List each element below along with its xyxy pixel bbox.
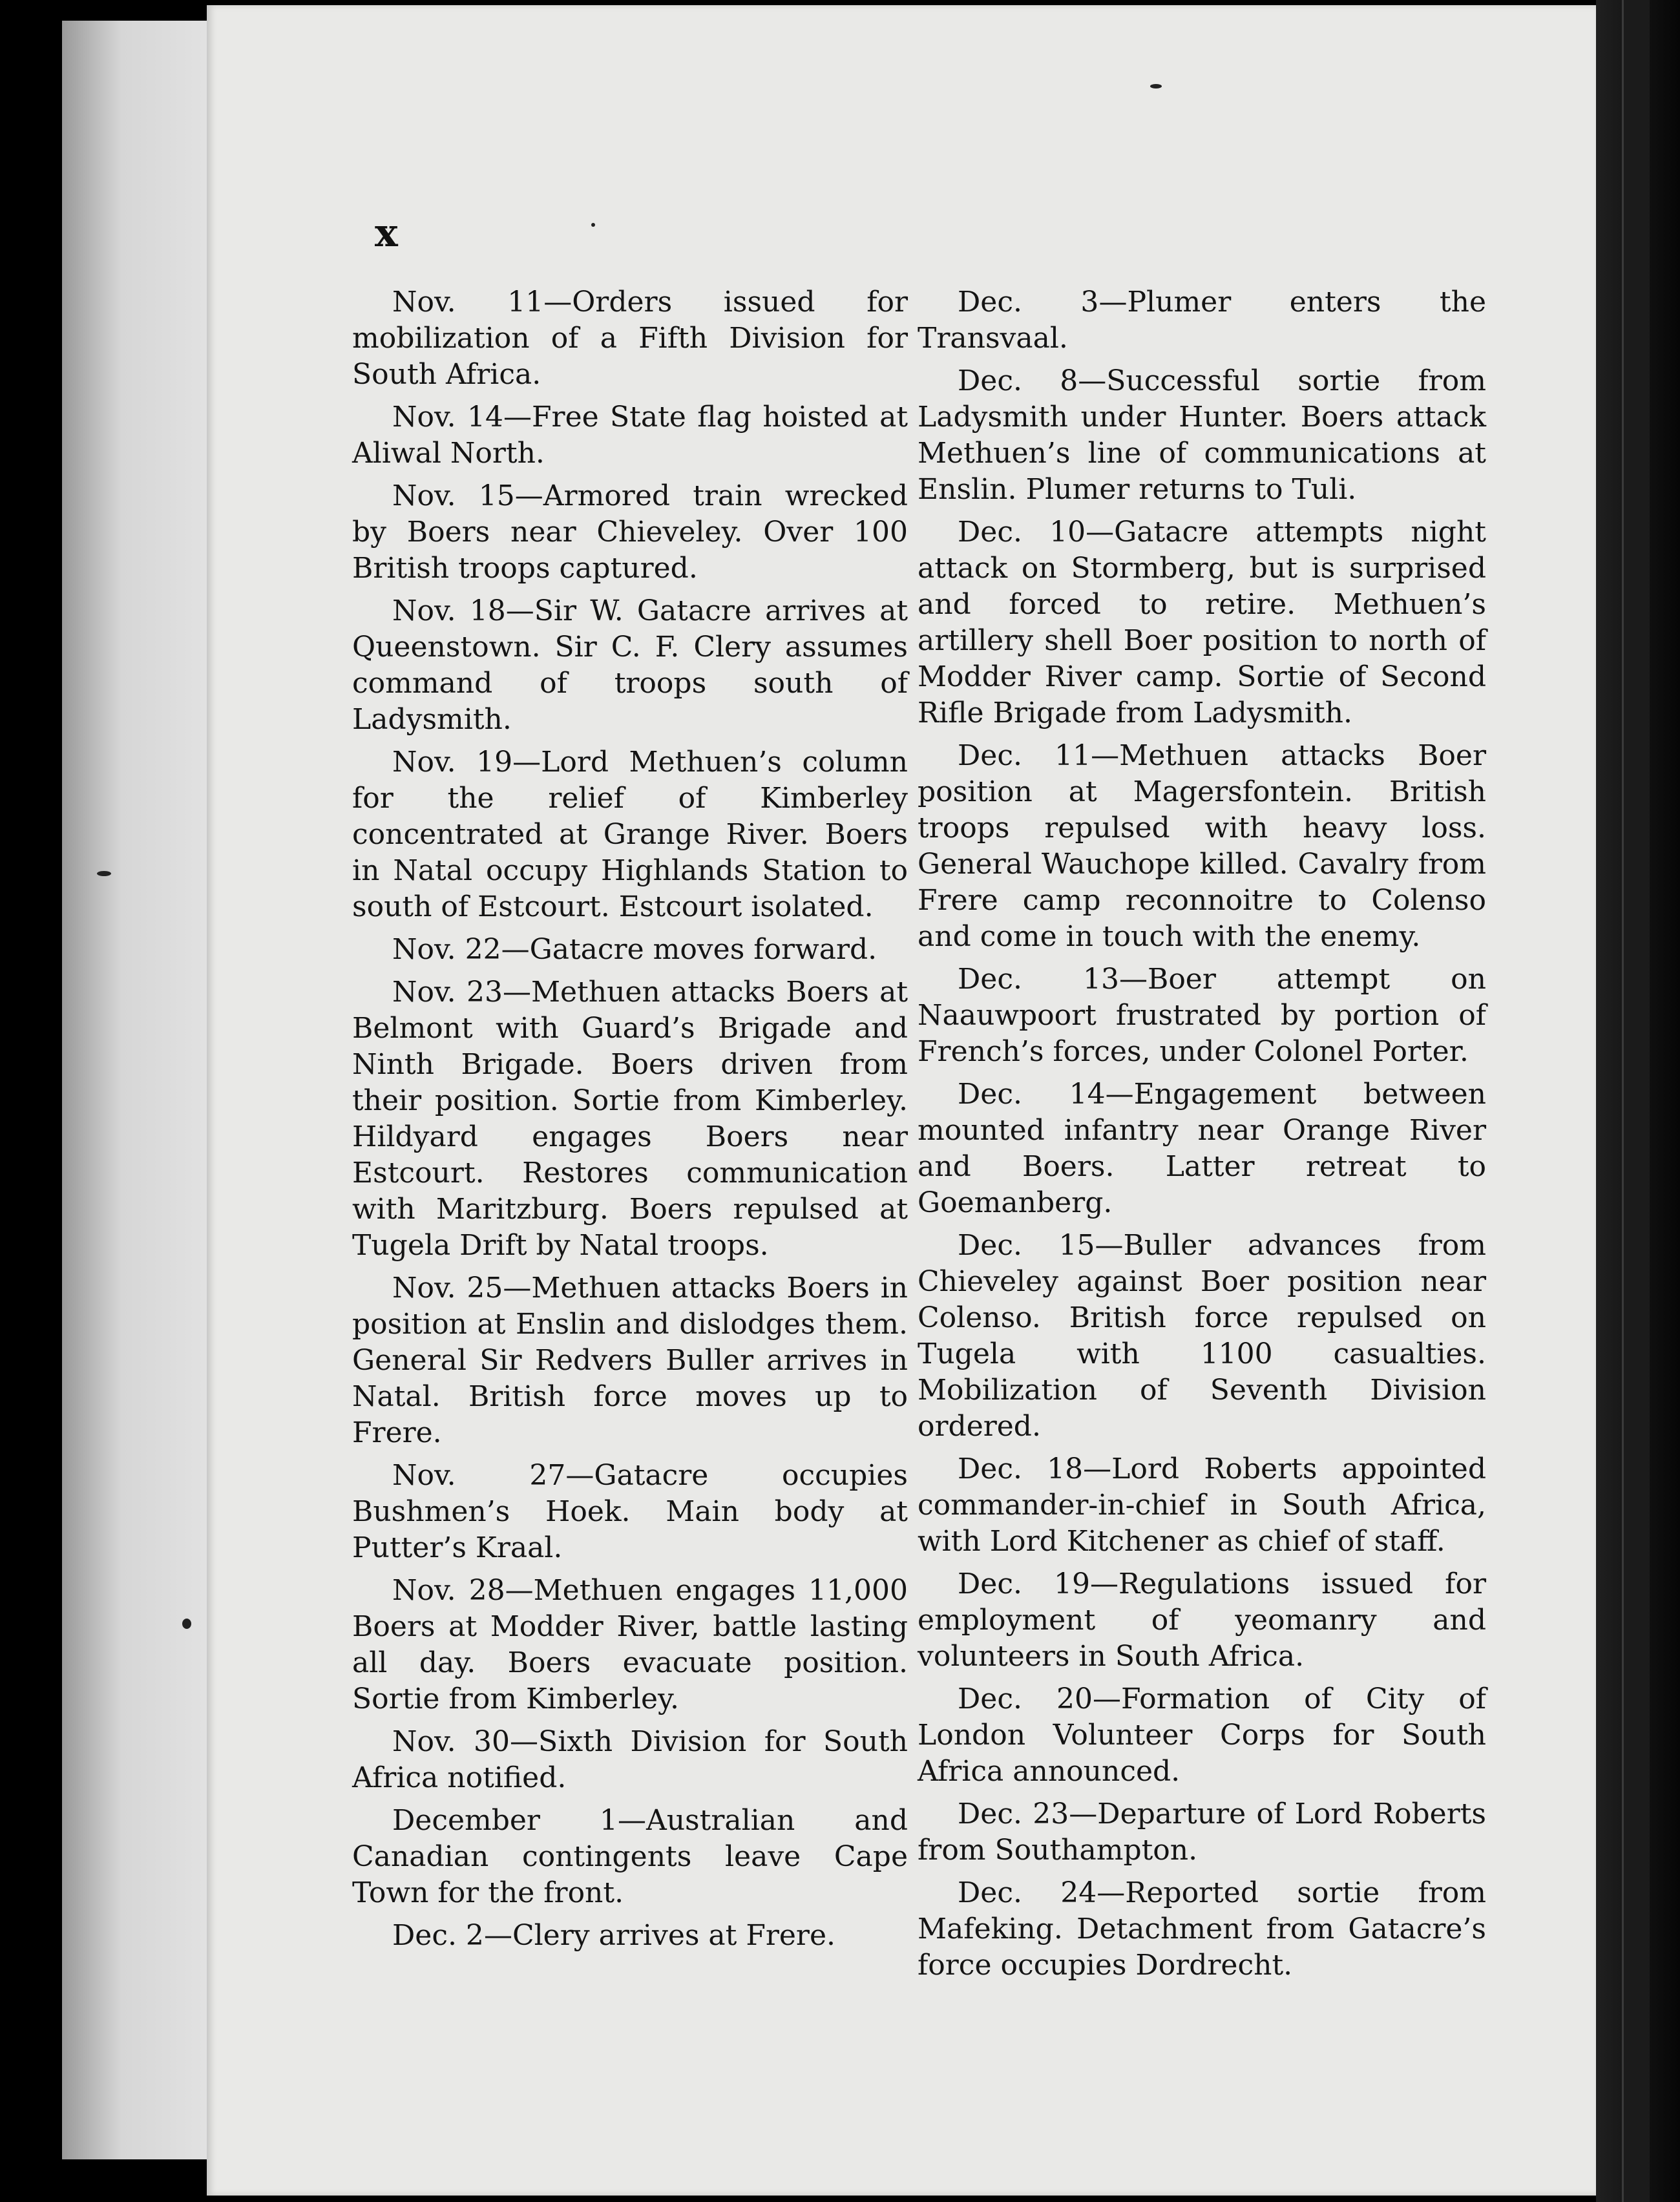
chronology-entry [352,1803,908,1911]
chronology-entry [352,974,908,1264]
entry-date: Dec. 24 [958,1876,1097,1909]
entry-date: Nov. 11 [392,286,544,319]
page-number: x [375,211,398,256]
entry-date: Nov. 23 [392,976,503,1009]
entry-date: Dec. 14 [958,1078,1106,1111]
entry-text: —Gatacre moves forward. [501,933,877,966]
right-page-edge [1622,0,1650,2202]
entry-date: Nov. 28 [392,1574,505,1607]
entry-date: Dec. 13 [958,963,1119,996]
chronology-entry [918,738,1486,955]
entry-date: Nov. 30 [392,1725,510,1758]
chronology-entry [352,1724,908,1796]
chronology-entry [918,514,1486,731]
chronology-entry [918,1875,1486,1984]
left-page-edge [62,21,211,2159]
entry-text: —Departure of Lord Roberts from Southampton. [918,1798,1486,1867]
entry-text: —Boer attempt on Naauwpoort frustrated by portion of French’s forces, under Colonel Porter. [918,963,1487,1068]
chronology-entry [352,1573,908,1717]
chronology-entry [352,593,908,738]
entry-text: —Lord Methuen’s column for the relief of Kimberley concentrated at Grange River. Boers in Natal occupy Highlands Station to south of Estcourt. Estcourt isolated. [352,746,908,923]
entry-text: —Sir W. Gatacre arrives at Queenstown. Sir C. F. Clery assumes command of troops south of Ladysmith. [352,594,908,736]
chronology-entry [918,1681,1486,1790]
entry-date: Nov. 19 [392,746,513,779]
entry-date: Dec. 19 [958,1568,1091,1600]
ink-speck [97,871,111,876]
entry-date: Nov. 22 [392,933,501,966]
entry-date: Dec. 2 [392,1919,484,1952]
chronology-entry [918,1796,1486,1869]
entry-text: —Methuen attacks Boers at Belmont with Guard’s Brigade and Ninth Brigade. Boers driven from their position. Sortie from Kimberley. Hildyard engages Boers near Estcourt. Restores communication with Maritzburg. Boers repulsed at Tugela Drift by Natal troops. [352,976,908,1262]
chronology-entry [918,363,1486,508]
entry-text: —Orders issued for mobilization of a Fifth Division for South Africa. [352,286,908,391]
entry-date: Dec. 20 [958,1683,1093,1715]
entry-text: —Free State flag hoisted at Aliwal North. [352,401,908,470]
chronology-entry [352,1918,908,1954]
chronology-entry [352,932,908,968]
entry-text: —Methuen engages 11,000 Boers at Modder River, battle lasting all day. Boers evacuate position. Sortie from Kimberley. [352,1574,908,1715]
chronology-entry [352,1458,908,1566]
entry-text: —Buller advances from Chieveley against Boer position near Colenso. British force repulsed on Tugela with 1100 casualties. Mobilization of Seventh Division ordered. [918,1229,1486,1443]
chronology-entry [352,284,908,393]
chronology-entry [352,744,908,925]
entry-date: Nov. 25 [392,1272,503,1305]
left-column [352,284,908,1960]
entry-date: Dec. 23 [958,1798,1069,1830]
entry-text: —Gatacre occupies Bushmen’s Hoek. Main body at Putter’s Kraal. [352,1459,908,1564]
entry-date: Nov. 15 [392,479,515,512]
chronology-entry [918,284,1486,357]
entry-text: —Engagement between mounted infantry near Orange River and Boers. Latter retreat to Goemanberg. [918,1078,1486,1219]
entry-text: —Regulations issued for employment of yeomanry and volunteers in South Africa. [918,1568,1486,1673]
entry-text: —Methuen attacks Boer position at Magersfontein. British troops repulsed with heavy loss. General Wauchope killed. Cavalry from Frere camp reconnoitre to Colenso and come in touch with the enemy. [918,739,1486,953]
entry-text: —Clery arrives at Frere. [483,1919,835,1952]
chronology-entry [918,1228,1486,1445]
entry-date: Dec. 15 [958,1229,1095,1262]
chronology-entry [352,478,908,587]
entry-text: —Formation of City of London Volunteer Corps for South Africa announced. [918,1683,1486,1788]
entry-text: —Armored train wrecked by Boers near Chieveley. Over 100 British troops captured. [352,479,908,585]
chronology-entry [918,1076,1486,1221]
ink-speck [182,1619,191,1629]
entry-date: Dec. 8 [958,364,1078,397]
entry-text: —Methuen attacks Boers in position at Enslin and dislodges them. General Sir Redvers Buller arrives in Natal. British force moves up to Frere. [352,1272,908,1449]
entry-date: Dec. 18 [958,1452,1084,1485]
chronology-entry [352,399,908,472]
entry-text: —Reported sortie from Mafeking. Detachment from Gatacre’s force occupies Dordrecht. [918,1876,1486,1982]
entry-date: Dec. 11 [958,739,1091,772]
chronology-entry [352,1270,908,1451]
entry-date: Nov. 14 [392,401,503,434]
entry-text: —Lord Roberts appointed commander-in-chief in South Africa, with Lord Kitchener as chief of staff. [918,1452,1487,1558]
entry-text: —Australian and Canadian contingents leave Cape Town for the front. [352,1804,908,1909]
entry-text: —Successful sortie from Ladysmith under Hunter. Boers attack Methuen’s line of communications at Enslin. Plumer returns to Tuli. [918,364,1486,506]
right-column [918,284,1486,1990]
entry-date: Nov. 18 [392,594,506,627]
ink-speck [1150,84,1162,89]
entry-date: Dec. 3 [958,286,1099,319]
chronology-entry [918,1566,1486,1675]
entry-text: —Gatacre attempts night attack on Stormberg, but is surprised and forced to retire. Methuen’s artillery shell Boer position to north of Modder River camp. Sortie of Second Rifle Brigade from Ladysmith. [918,516,1486,729]
entry-date: December 1 [392,1804,618,1837]
entry-text: —Sixth Division for South Africa notified. [352,1725,908,1794]
ink-speck [591,223,595,227]
entry-text: —Plumer enters the Transvaal. [918,286,1486,355]
entry-date: Dec. 10 [958,516,1086,549]
entry-date: Nov. 27 [392,1459,566,1492]
chronology-entry [918,961,1486,1070]
chronology-entry [918,1451,1486,1560]
